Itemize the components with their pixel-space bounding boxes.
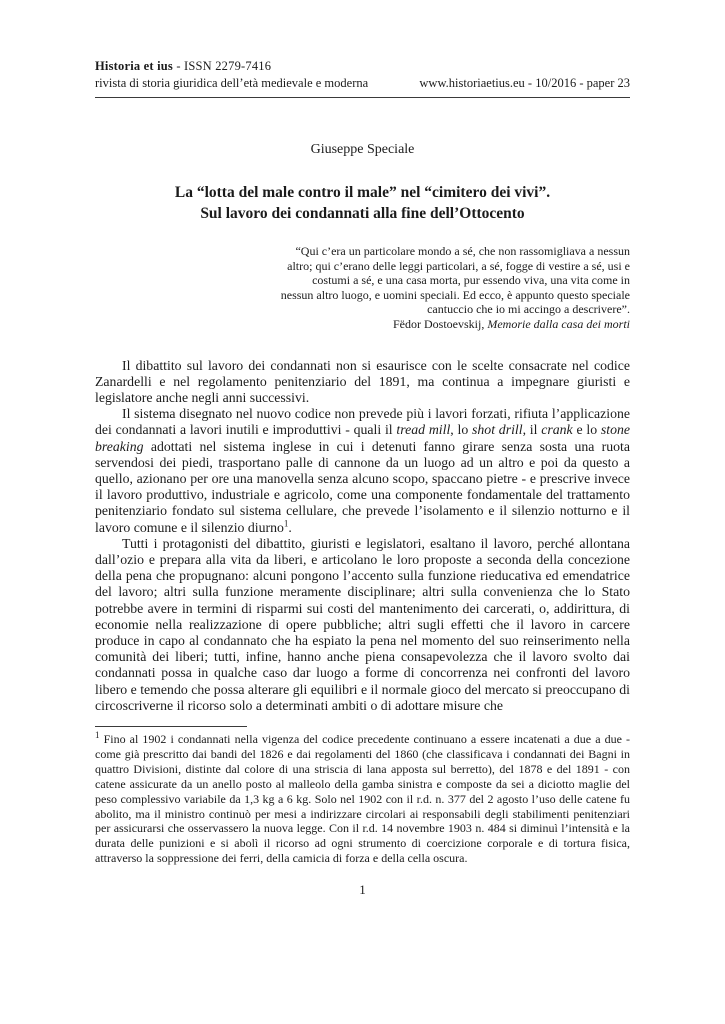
page-number: 1: [359, 882, 366, 898]
journal-title-line: [95, 58, 630, 74]
article-title-line2: Sul lavoro dei condannati alla fine dell’Ottocento: [200, 205, 525, 222]
article-title: [95, 182, 630, 224]
article-title-line1: La “lotta del male contro il male” nel “cimitero dei vivi”.: [174, 184, 551, 201]
paragraph-3: Tutti i protagonisti del dibattito, giuristi e legislatori, esaltano il lavoro, perché allontana dall’ozio e prepara alla vita da liberi, e articolano le loro proposte a seconda della concezione della pena che propugnano: alcuni pongono l’accento sulla funzione rieducativa ed emendatrice del lavoro; altri sulla funzione meramente disciplinare; altri sulla convenienza che lo Stato potrebbe avere in termini di risparmi sui costi del mantenimento dei carcerati, o, addirittura, di economie nella realizzazione di opere pubbliche; altri sugli effetti che il lavoro in carcere produce in capo al condannato che ha espiato la pena nel momento del suo reinserimento nella comunità dei liberi; tutti, infine, hanno anche piena consapevolezza che il lavoro svolto dai condannati possa in qualche caso dar luogo a forme di concorrenza nei confronti del lavoro libero e temendo che possa alterare gli equilibri e il normale gioco del mercato si preoccupano di circoscriverne il ricorso solo a determinati ambiti o di adottare misure che: [95, 535, 630, 713]
paragraph-2: Il sistema disegnato nel nuovo codice non prevede più i lavori forzati, rifiuta l’applicazione dei condannati a lavori inutili e improduttivi - quali il tread mill, lo shot drill, il crank e lo stone breaking adottati nel sistema inglese in cui i detenuti fanno girare senza sosta una ruota servendosi dei piedi, trasportano palle di cannone da un luogo ad un altro e poi da questo a quello, azionano per ore una manovella senza alcuno scopo, spaccano pietre - e prescrive invece il lavoro produttivo, industriale e agricolo, come una componente fondamentale del trattamento penitenziario fondato sul sistema cellulare, che prevede l’isolamento e il silenzio notturno e il lavoro comune e il silenzio diurno$^1$.: [95, 406, 631, 535]
journal-name: Historia et ius: [95, 59, 173, 73]
epigraph-author: Fëdor Dostoevskij,: [393, 316, 488, 331]
author-name: Giuseppe Speciale: [310, 142, 415, 157]
epigraph-work-title: Memorie dalla casa dei morti: [487, 316, 630, 331]
journal-header: [95, 58, 630, 98]
journal-issue-info: www.historiaetius.eu - 10/2016 - paper 23: [419, 76, 630, 90]
epigraph: [278, 244, 630, 332]
epigraph-attribution: [278, 317, 630, 332]
paragraph-1: Il dibattito sul lavoro dei condannati non si esaurisce con le scelte consacrate nel codice Zanardelli e nel regolamento penitenziario del 1891, ma continua a impegnare giuristi e legislatore anche negli anni successivi.: [95, 357, 630, 405]
footnote-divider: [95, 726, 247, 727]
journal-subtitle-line: [95, 75, 630, 91]
header-divider: [95, 97, 630, 98]
article-body: [95, 142, 630, 714]
journal-subtitle: rivista di storia giuridica dell’età medievale e moderna: [95, 76, 369, 90]
journal-issn: - ISSN 2279-7416: [173, 59, 272, 73]
body-text: [95, 358, 630, 714]
epigraph-quote: “Qui c’era un particolare mondo a sé, che non rassomigliava a nessun altro; qui c’erano delle leggi particolari, a sé, fogge di vestire a sé, usi e costumi a sé, e una casa morta, pur essendo viva, una vita come in nessun altro luogo, e uomini speciali. Ed ecco, è appunto questo speciale cantuccio che io mi accingo a descrivere”.: [280, 244, 630, 317]
page-footer: [95, 726, 630, 898]
footnote-1: $^1$ Fino al 1902 i condannati nella vigenza del codice precedente continuano a essere incatenati a due a due - come già prescritto dai bandi del 1826 e dai regolamenti del 1860 (che classificava i condannati dei Bagni in quattro Divisioni, distinte dal colore di una striscia di lana apposta sul berretto), del 1878 e del 1891 - con catene assicurate da un anello posto al malleolo della gamba sinistra e composte da sei a diciotto maglie del peso complessivo variabile da 1,3 kg a 6 kg. Solo nel 1902 con il r.d. n. 377 del 2 agosto l’uso delle catene fu abolito, ma il ministro continuò per mesi a indirizzare circolari ai responsabili degli stabilimenti penitenziari per assicurarsi che osservassero la nuova legge. Con il r.d. 14 novembre 1903 n. 484 si diminuì l’intensità e la durata delle punizioni e si abolì il ricorso ad ogni strumento di coercizione corporale e di tortura fisica, attraverso la soppressione dei ferri, della camicia di forza e della cella oscura.: [95, 730, 630, 866]
